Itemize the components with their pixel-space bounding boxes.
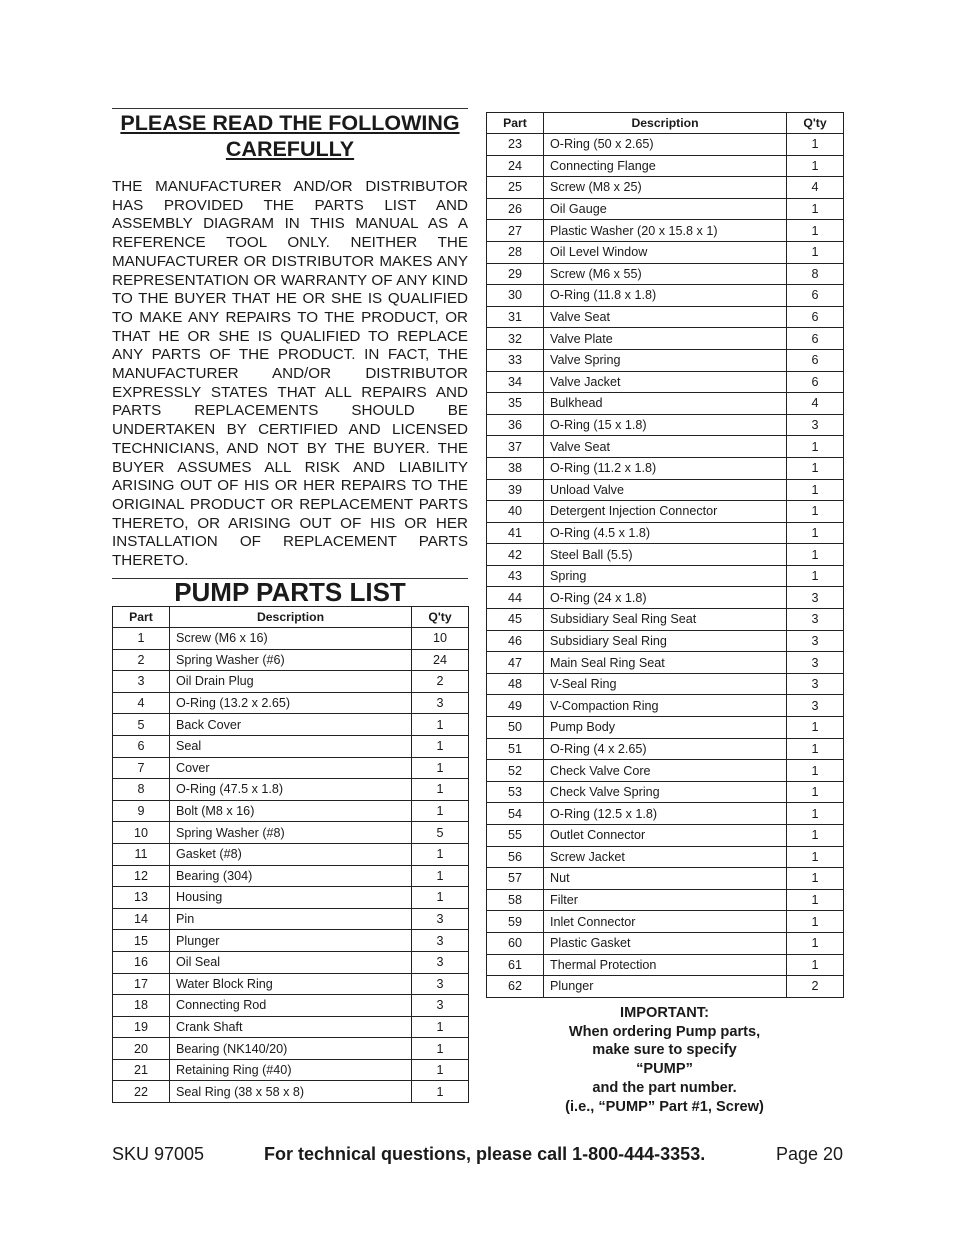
part-number-cell: 51: [487, 738, 544, 760]
table-row: [487, 587, 844, 609]
part-number-cell: 23: [487, 134, 544, 156]
table-row: [487, 954, 844, 976]
header-description: Description: [170, 607, 412, 628]
part-number-cell: 36: [487, 414, 544, 436]
part-number-cell: 22: [113, 1081, 170, 1103]
part-description-cell: Plunger: [544, 976, 787, 998]
table-row: [487, 652, 844, 674]
part-qty-cell: 3: [412, 692, 469, 714]
table-row: [113, 1059, 469, 1081]
part-description-cell: O-Ring (4.5 x 1.8): [544, 522, 787, 544]
part-qty-cell: 1: [412, 757, 469, 779]
part-number-cell: 62: [487, 976, 544, 998]
part-qty-cell: 3: [412, 973, 469, 995]
parts-list-heading: [112, 578, 468, 606]
part-description-cell: Housing: [170, 887, 412, 909]
header-description: Description: [544, 113, 787, 134]
table-row: [113, 671, 469, 693]
table-row: [113, 757, 469, 779]
part-description-cell: Retaining Ring (#40): [170, 1059, 412, 1081]
part-qty-cell: 1: [787, 846, 844, 868]
part-number-cell: 9: [113, 800, 170, 822]
table-row: [487, 911, 844, 933]
part-description-cell: Back Cover: [170, 714, 412, 736]
part-description-cell: Pin: [170, 908, 412, 930]
part-qty-cell: 1: [787, 565, 844, 587]
part-description-cell: Plunger: [170, 930, 412, 952]
part-qty-cell: 6: [787, 328, 844, 350]
table-row: [487, 479, 844, 501]
part-number-cell: 2: [113, 649, 170, 671]
part-description-cell: O-Ring (24 x 1.8): [544, 587, 787, 609]
part-description-cell: O-Ring (12.5 x 1.8): [544, 803, 787, 825]
table-row: [487, 371, 844, 393]
part-number-cell: 40: [487, 501, 544, 523]
part-number-cell: 21: [113, 1059, 170, 1081]
part-qty-cell: 1: [787, 220, 844, 242]
part-number-cell: 1: [113, 628, 170, 650]
table-row: [113, 822, 469, 844]
part-description-cell: Seal Ring (38 x 58 x 8): [170, 1081, 412, 1103]
parts-table-right: [486, 112, 844, 998]
part-qty-cell: 1: [412, 1038, 469, 1060]
part-number-cell: 25: [487, 177, 544, 199]
part-number-cell: 18: [113, 995, 170, 1017]
part-qty-cell: 3: [787, 630, 844, 652]
important-line-3: “PUMP”: [636, 1061, 693, 1078]
part-description-cell: Spring Washer (#8): [170, 822, 412, 844]
part-description-cell: O-Ring (50 x 2.65): [544, 134, 787, 156]
part-description-cell: Screw (M6 x 16): [170, 628, 412, 650]
part-qty-cell: 1: [412, 887, 469, 909]
notice-title: [112, 109, 468, 162]
part-qty-cell: 1: [412, 779, 469, 801]
important-line-1: When ordering Pump parts,: [568, 1023, 761, 1040]
table-row: [487, 781, 844, 803]
table-row: [487, 285, 844, 307]
part-description-cell: Bearing (304): [170, 865, 412, 887]
part-description-cell: Seal: [170, 735, 412, 757]
part-number-cell: 47: [487, 652, 544, 674]
part-number-cell: 32: [487, 328, 544, 350]
table-row: [113, 1081, 469, 1103]
part-number-cell: 31: [487, 306, 544, 328]
important-heading: IMPORTANT:: [620, 1005, 709, 1021]
part-qty-cell: 3: [787, 609, 844, 631]
part-description-cell: Valve Seat: [544, 306, 787, 328]
part-qty-cell: 1: [787, 889, 844, 911]
part-qty-cell: 1: [787, 155, 844, 177]
part-number-cell: 20: [113, 1038, 170, 1060]
part-description-cell: V-Compaction Ring: [544, 695, 787, 717]
table-row: [487, 695, 844, 717]
important-line-4: and the part number.: [592, 1079, 737, 1096]
table-header-row: [487, 113, 844, 134]
part-qty-cell: 1: [412, 714, 469, 736]
table-row: [487, 501, 844, 523]
part-number-cell: 16: [113, 951, 170, 973]
part-qty-cell: 6: [787, 285, 844, 307]
part-number-cell: 39: [487, 479, 544, 501]
parts-table-left: [112, 606, 469, 1103]
part-number-cell: 27: [487, 220, 544, 242]
part-description-cell: Valve Plate: [544, 328, 787, 350]
table-row: [487, 306, 844, 328]
part-qty-cell: 1: [412, 865, 469, 887]
parts-table-left-body: [113, 628, 469, 1103]
header-qty: Q'ty: [412, 607, 469, 628]
notice-title-line2: CAREFULLY: [225, 137, 355, 161]
part-number-cell: 43: [487, 565, 544, 587]
part-qty-cell: 1: [787, 436, 844, 458]
table-row: [487, 673, 844, 695]
table-row: [113, 628, 469, 650]
table-row: [113, 692, 469, 714]
part-qty-cell: 5: [412, 822, 469, 844]
part-qty-cell: 1: [787, 760, 844, 782]
part-number-cell: 8: [113, 779, 170, 801]
table-row: [487, 760, 844, 782]
part-number-cell: 29: [487, 263, 544, 285]
part-description-cell: Valve Jacket: [544, 371, 787, 393]
part-number-cell: 52: [487, 760, 544, 782]
part-number-cell: 58: [487, 889, 544, 911]
part-qty-cell: 6: [787, 371, 844, 393]
table-row: [487, 522, 844, 544]
part-description-cell: Crank Shaft: [170, 1016, 412, 1038]
part-number-cell: 37: [487, 436, 544, 458]
table-row: [487, 717, 844, 739]
part-description-cell: Filter: [544, 889, 787, 911]
part-number-cell: 11: [113, 843, 170, 865]
part-qty-cell: 1: [787, 522, 844, 544]
table-row: [113, 735, 469, 757]
part-description-cell: Plastic Gasket: [544, 932, 787, 954]
part-qty-cell: 1: [787, 803, 844, 825]
part-description-cell: O-Ring (11.2 x 1.8): [544, 457, 787, 479]
table-row: [113, 973, 469, 995]
part-qty-cell: 1: [787, 479, 844, 501]
part-number-cell: 15: [113, 930, 170, 952]
part-number-cell: 6: [113, 735, 170, 757]
part-description-cell: Check Valve Spring: [544, 781, 787, 803]
part-description-cell: Unload Valve: [544, 479, 787, 501]
part-description-cell: Valve Spring: [544, 349, 787, 371]
part-number-cell: 50: [487, 717, 544, 739]
header-part: Part: [113, 607, 170, 628]
part-qty-cell: 3: [787, 414, 844, 436]
part-qty-cell: 1: [412, 843, 469, 865]
part-number-cell: 14: [113, 908, 170, 930]
part-qty-cell: 4: [787, 177, 844, 199]
table-row: [487, 868, 844, 890]
important-note: [486, 1004, 843, 1116]
part-qty-cell: 3: [412, 995, 469, 1017]
table-row: [487, 630, 844, 652]
part-description-cell: Inlet Connector: [544, 911, 787, 933]
part-number-cell: 13: [113, 887, 170, 909]
part-number-cell: 38: [487, 457, 544, 479]
part-number-cell: 45: [487, 609, 544, 631]
part-number-cell: 26: [487, 198, 544, 220]
important-line-5: (i.e., “PUMP” Part #1, Screw): [565, 1098, 764, 1115]
part-description-cell: Steel Ball (5.5): [544, 544, 787, 566]
footer-sku: SKU 97005: [112, 1144, 205, 1164]
part-number-cell: 4: [113, 692, 170, 714]
part-description-cell: O-Ring (4 x 2.65): [544, 738, 787, 760]
part-number-cell: 34: [487, 371, 544, 393]
part-description-cell: V-Seal Ring: [544, 673, 787, 695]
part-description-cell: Connecting Flange: [544, 155, 787, 177]
part-number-cell: 56: [487, 846, 544, 868]
table-row: [113, 995, 469, 1017]
part-description-cell: Nut: [544, 868, 787, 890]
part-qty-cell: 1: [787, 501, 844, 523]
part-qty-cell: 3: [787, 695, 844, 717]
table-row: [487, 177, 844, 199]
part-qty-cell: 3: [412, 908, 469, 930]
table-row: [113, 1016, 469, 1038]
part-description-cell: Bulkhead: [544, 393, 787, 415]
part-qty-cell: 1: [787, 825, 844, 847]
part-qty-cell: 1: [787, 911, 844, 933]
table-row: [113, 779, 469, 801]
table-header-row: [113, 607, 469, 628]
parts-list-title: PUMP PARTS LIST: [174, 577, 406, 607]
part-description-cell: Plastic Washer (20 x 15.8 x 1): [544, 220, 787, 242]
part-qty-cell: 24: [412, 649, 469, 671]
table-row: [487, 263, 844, 285]
part-description-cell: Gasket (#8): [170, 843, 412, 865]
part-qty-cell: 2: [412, 671, 469, 693]
part-number-cell: 61: [487, 954, 544, 976]
table-row: [487, 609, 844, 631]
part-qty-cell: 3: [787, 652, 844, 674]
part-description-cell: Detergent Injection Connector: [544, 501, 787, 523]
part-description-cell: Connecting Rod: [170, 995, 412, 1017]
part-qty-cell: 6: [787, 306, 844, 328]
part-number-cell: 10: [113, 822, 170, 844]
part-qty-cell: 1: [787, 134, 844, 156]
part-number-cell: 54: [487, 803, 544, 825]
part-qty-cell: 4: [787, 393, 844, 415]
part-qty-cell: 1: [412, 1081, 469, 1103]
part-description-cell: Check Valve Core: [544, 760, 787, 782]
part-qty-cell: 8: [787, 263, 844, 285]
table-row: [487, 436, 844, 458]
table-row: [113, 887, 469, 909]
part-number-cell: 17: [113, 973, 170, 995]
part-qty-cell: 1: [787, 544, 844, 566]
part-number-cell: 44: [487, 587, 544, 609]
part-description-cell: Screw (M6 x 55): [544, 263, 787, 285]
part-description-cell: O-Ring (11.8 x 1.8): [544, 285, 787, 307]
table-row: [487, 544, 844, 566]
part-qty-cell: 1: [787, 954, 844, 976]
part-qty-cell: 1: [787, 241, 844, 263]
part-number-cell: 41: [487, 522, 544, 544]
table-row: [487, 825, 844, 847]
part-description-cell: Valve Seat: [544, 436, 787, 458]
part-qty-cell: 1: [412, 735, 469, 757]
part-number-cell: 35: [487, 393, 544, 415]
part-number-cell: 5: [113, 714, 170, 736]
part-description-cell: Spring Washer (#6): [170, 649, 412, 671]
table-row: [487, 565, 844, 587]
part-description-cell: Spring: [544, 565, 787, 587]
parts-table-right-body: [487, 134, 844, 998]
table-row: [113, 843, 469, 865]
part-description-cell: Subsidiary Seal Ring: [544, 630, 787, 652]
part-number-cell: 42: [487, 544, 544, 566]
part-number-cell: 3: [113, 671, 170, 693]
table-row: [113, 714, 469, 736]
part-description-cell: Screw Jacket: [544, 846, 787, 868]
part-description-cell: Cover: [170, 757, 412, 779]
header-part: Part: [487, 113, 544, 134]
table-row: [487, 932, 844, 954]
part-number-cell: 57: [487, 868, 544, 890]
table-row: [487, 393, 844, 415]
part-qty-cell: 6: [787, 349, 844, 371]
part-qty-cell: 1: [412, 1059, 469, 1081]
part-description-cell: O-Ring (15 x 1.8): [544, 414, 787, 436]
part-number-cell: 19: [113, 1016, 170, 1038]
table-row: [113, 1038, 469, 1060]
table-row: [487, 328, 844, 350]
table-row: [487, 134, 844, 156]
table-row: [113, 865, 469, 887]
part-description-cell: Oil Gauge: [544, 198, 787, 220]
part-description-cell: Oil Seal: [170, 951, 412, 973]
table-row: [487, 803, 844, 825]
part-qty-cell: 1: [787, 457, 844, 479]
part-description-cell: O-Ring (13.2 x 2.65): [170, 692, 412, 714]
part-number-cell: 55: [487, 825, 544, 847]
table-row: [487, 976, 844, 998]
table-row: [113, 800, 469, 822]
footer-page-number: Page 20: [775, 1144, 843, 1164]
part-number-cell: 49: [487, 695, 544, 717]
part-qty-cell: 1: [787, 738, 844, 760]
part-number-cell: 28: [487, 241, 544, 263]
part-number-cell: 24: [487, 155, 544, 177]
table-row: [113, 908, 469, 930]
notice-title-line1: PLEASE READ THE FOLLOWING: [120, 111, 460, 135]
part-qty-cell: 1: [412, 1016, 469, 1038]
table-row: [487, 889, 844, 911]
part-qty-cell: 1: [787, 717, 844, 739]
table-row: [487, 846, 844, 868]
part-description-cell: Thermal Protection: [544, 954, 787, 976]
part-qty-cell: 1: [787, 781, 844, 803]
table-row: [487, 220, 844, 242]
table-row: [487, 738, 844, 760]
part-number-cell: 30: [487, 285, 544, 307]
part-qty-cell: 1: [787, 868, 844, 890]
part-description-cell: Subsidiary Seal Ring Seat: [544, 609, 787, 631]
notice-section: [112, 108, 468, 571]
part-number-cell: 60: [487, 932, 544, 954]
table-row: [487, 155, 844, 177]
part-number-cell: 59: [487, 911, 544, 933]
part-description-cell: Main Seal Ring Seat: [544, 652, 787, 674]
part-number-cell: 46: [487, 630, 544, 652]
page-footer: [112, 1142, 843, 1166]
part-qty-cell: 2: [787, 976, 844, 998]
part-description-cell: Oil Drain Plug: [170, 671, 412, 693]
part-description-cell: O-Ring (47.5 x 1.8): [170, 779, 412, 801]
part-description-cell: Screw (M8 x 25): [544, 177, 787, 199]
part-qty-cell: 10: [412, 628, 469, 650]
part-qty-cell: 1: [412, 800, 469, 822]
part-description-cell: Pump Body: [544, 717, 787, 739]
notice-body: THE MANUFACTURER AND/OR DISTRIBUTOR HAS PROVIDED THE PARTS LIST AND ASSEMBLY DIAGRAM IN THIS MANUAL AS A REFERENCE TOOL ONLY. NEITHER THE MANUFACTURER OR DISTRIBUTOR MAKES ANY REPRESENTATION OR WARRANTY OF ANY KIND TO THE BUYER THAT HE OR SHE IS QUALIFIED TO MAKE ANY REPAIRS TO THE PRODUCT, OR THAT HE OR SHE IS QUALIFIED TO REPLACE ANY PARTS OF THE PRODUCT. IN FACT, THE MANUFACTURER AND/OR DISTRIBUTOR EXPRESSLY STATES THAT ALL REPAIRS AND PARTS REPLACEMENTS SHOULD BE UNDERTAKEN BY CERTIFIED AND LICENSED TECHNICIANS, AND NOT BY THE BUYER. THE BUYER ASSUMES ALL RISK AND LIABILITY ARISING OUT OF HIS OR HER REPAIRS TO THE ORIGINAL PRODUCT OR REPLACEMENT PARTS THERETO, OR ARISING OUT OF HIS OR HER INSTALLATION OF REPLACEMENT PARTS THERETO.: [112, 178, 468, 570]
table-row: [113, 649, 469, 671]
part-description-cell: Water Block Ring: [170, 973, 412, 995]
part-number-cell: 7: [113, 757, 170, 779]
header-qty: Q'ty: [787, 113, 844, 134]
table-row: [487, 457, 844, 479]
table-row: [487, 349, 844, 371]
part-qty-cell: 1: [787, 932, 844, 954]
table-row: [113, 951, 469, 973]
part-qty-cell: 3: [412, 951, 469, 973]
part-qty-cell: 1: [787, 198, 844, 220]
part-description-cell: Outlet Connector: [544, 825, 787, 847]
table-row: [487, 198, 844, 220]
part-number-cell: 33: [487, 349, 544, 371]
part-number-cell: 53: [487, 781, 544, 803]
important-line-2: make sure to specify: [592, 1042, 737, 1059]
part-qty-cell: 3: [787, 673, 844, 695]
part-number-cell: 48: [487, 673, 544, 695]
part-description-cell: Bearing (NK140/20): [170, 1038, 412, 1060]
footer-tech-support: For technical questions, please call 1-800-444-3353.: [264, 1144, 706, 1164]
part-description-cell: Bolt (M8 x 16): [170, 800, 412, 822]
table-row: [113, 930, 469, 952]
part-description-cell: Oil Level Window: [544, 241, 787, 263]
part-qty-cell: 3: [787, 587, 844, 609]
table-row: [487, 241, 844, 263]
part-number-cell: 12: [113, 865, 170, 887]
part-qty-cell: 3: [412, 930, 469, 952]
table-row: [487, 414, 844, 436]
